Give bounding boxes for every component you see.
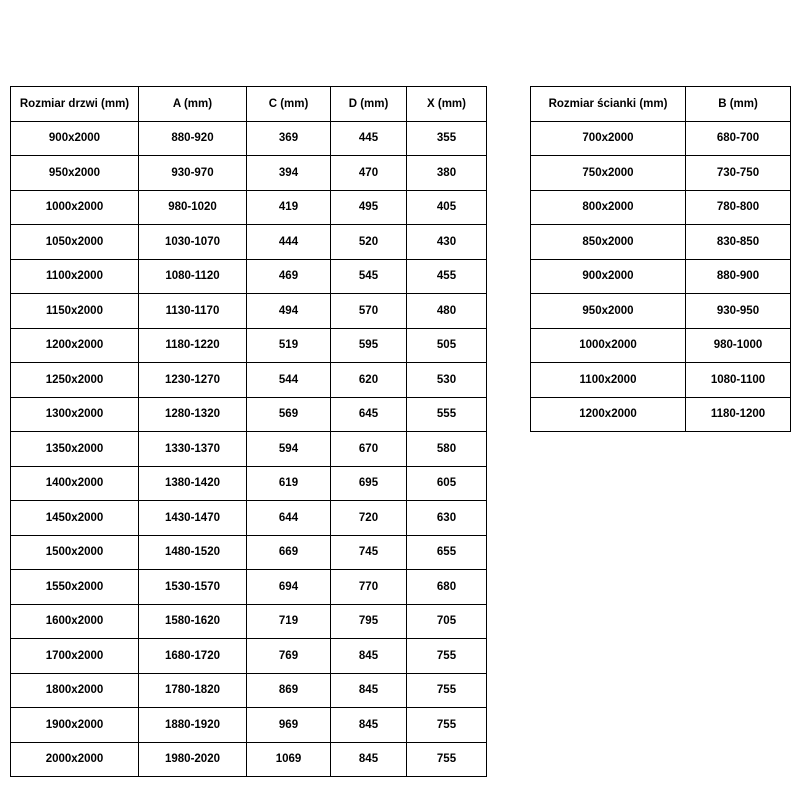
table-row <box>531 294 791 329</box>
cell-b: 1180-1200 <box>686 397 791 432</box>
cell-a: 1580-1620 <box>139 604 247 639</box>
cell-c: 544 <box>247 363 331 398</box>
door-size-table <box>10 86 487 777</box>
cell-d: 795 <box>331 604 407 639</box>
cell-wall-size: 850x2000 <box>531 225 686 260</box>
cell-x: 755 <box>407 708 487 743</box>
cell-a: 1330-1370 <box>139 432 247 467</box>
cell-d: 595 <box>331 328 407 363</box>
cell-door-size: 1700x2000 <box>11 639 139 674</box>
cell-wall-size: 1100x2000 <box>531 363 686 398</box>
cell-d: 695 <box>331 466 407 501</box>
cell-door-size: 1550x2000 <box>11 570 139 605</box>
cell-door-size: 1900x2000 <box>11 708 139 743</box>
cell-a: 1230-1270 <box>139 363 247 398</box>
cell-d: 570 <box>331 294 407 329</box>
column-header-c: C (mm) <box>247 87 331 122</box>
cell-wall-size: 800x2000 <box>531 190 686 225</box>
cell-door-size: 1100x2000 <box>11 259 139 294</box>
cell-d: 545 <box>331 259 407 294</box>
cell-c: 419 <box>247 190 331 225</box>
cell-door-size: 1600x2000 <box>11 604 139 639</box>
cell-x: 580 <box>407 432 487 467</box>
cell-d: 845 <box>331 708 407 743</box>
cell-c: 394 <box>247 156 331 191</box>
table-row <box>11 570 487 605</box>
cell-c: 594 <box>247 432 331 467</box>
cell-d: 845 <box>331 673 407 708</box>
cell-x: 480 <box>407 294 487 329</box>
cell-b: 680-700 <box>686 121 791 156</box>
cell-door-size: 1400x2000 <box>11 466 139 501</box>
cell-x: 680 <box>407 570 487 605</box>
cell-x: 755 <box>407 639 487 674</box>
cell-d: 770 <box>331 570 407 605</box>
cell-b: 930-950 <box>686 294 791 329</box>
cell-x: 430 <box>407 225 487 260</box>
table-row <box>11 708 487 743</box>
table-row <box>11 121 487 156</box>
table-row <box>11 294 487 329</box>
cell-door-size: 950x2000 <box>11 156 139 191</box>
cell-x: 455 <box>407 259 487 294</box>
cell-a: 1780-1820 <box>139 673 247 708</box>
cell-b: 880-900 <box>686 259 791 294</box>
table-row <box>531 328 791 363</box>
cell-door-size: 1000x2000 <box>11 190 139 225</box>
cell-wall-size: 1200x2000 <box>531 397 686 432</box>
cell-c: 969 <box>247 708 331 743</box>
cell-d: 495 <box>331 190 407 225</box>
cell-d: 520 <box>331 225 407 260</box>
cell-x: 530 <box>407 363 487 398</box>
table-row <box>11 259 487 294</box>
cell-b: 980-1000 <box>686 328 791 363</box>
table-row <box>531 363 791 398</box>
table-row <box>531 259 791 294</box>
cell-d: 720 <box>331 501 407 536</box>
cell-x: 755 <box>407 742 487 777</box>
cell-wall-size: 700x2000 <box>531 121 686 156</box>
cell-x: 555 <box>407 397 487 432</box>
cell-d: 620 <box>331 363 407 398</box>
cell-wall-size: 1000x2000 <box>531 328 686 363</box>
cell-b: 780-800 <box>686 190 791 225</box>
cell-d: 845 <box>331 742 407 777</box>
cell-c: 444 <box>247 225 331 260</box>
column-header-x: X (mm) <box>407 87 487 122</box>
cell-x: 380 <box>407 156 487 191</box>
table-row <box>11 604 487 639</box>
table-row <box>11 190 487 225</box>
cell-door-size: 1500x2000 <box>11 535 139 570</box>
cell-x: 405 <box>407 190 487 225</box>
cell-a: 1180-1220 <box>139 328 247 363</box>
table-row <box>11 397 487 432</box>
cell-door-size: 1300x2000 <box>11 397 139 432</box>
table-row <box>11 535 487 570</box>
cell-a: 1380-1420 <box>139 466 247 501</box>
cell-a: 1430-1470 <box>139 501 247 536</box>
table-row <box>531 121 791 156</box>
cell-d: 745 <box>331 535 407 570</box>
table-row <box>531 156 791 191</box>
cell-c: 769 <box>247 639 331 674</box>
table-row <box>11 742 487 777</box>
cell-c: 1069 <box>247 742 331 777</box>
cell-c: 644 <box>247 501 331 536</box>
cell-b: 1080-1100 <box>686 363 791 398</box>
column-header-b: B (mm) <box>686 87 791 122</box>
cell-a: 1030-1070 <box>139 225 247 260</box>
table-row <box>11 156 487 191</box>
cell-door-size: 1050x2000 <box>11 225 139 260</box>
cell-door-size: 1800x2000 <box>11 673 139 708</box>
column-header-a: A (mm) <box>139 87 247 122</box>
table-header-row <box>531 87 791 122</box>
cell-c: 469 <box>247 259 331 294</box>
cell-x: 705 <box>407 604 487 639</box>
table-row <box>11 501 487 536</box>
cell-d: 645 <box>331 397 407 432</box>
cell-x: 355 <box>407 121 487 156</box>
cell-d: 845 <box>331 639 407 674</box>
cell-door-size: 1150x2000 <box>11 294 139 329</box>
cell-c: 369 <box>247 121 331 156</box>
table-row <box>11 673 487 708</box>
table-header-row <box>11 87 487 122</box>
table-row <box>531 225 791 260</box>
wall-size-table <box>530 86 791 432</box>
cell-x: 630 <box>407 501 487 536</box>
cell-a: 1980-2020 <box>139 742 247 777</box>
door-size-table-head <box>11 87 487 122</box>
cell-a: 880-920 <box>139 121 247 156</box>
cell-c: 669 <box>247 535 331 570</box>
cell-a: 1880-1920 <box>139 708 247 743</box>
cell-x: 655 <box>407 535 487 570</box>
column-header-d: D (mm) <box>331 87 407 122</box>
cell-c: 519 <box>247 328 331 363</box>
cell-d: 670 <box>331 432 407 467</box>
cell-wall-size: 900x2000 <box>531 259 686 294</box>
cell-a: 1080-1120 <box>139 259 247 294</box>
cell-c: 719 <box>247 604 331 639</box>
cell-a: 1130-1170 <box>139 294 247 329</box>
cell-a: 980-1020 <box>139 190 247 225</box>
cell-d: 470 <box>331 156 407 191</box>
wall-size-table-head <box>531 87 791 122</box>
cell-door-size: 2000x2000 <box>11 742 139 777</box>
cell-door-size: 1450x2000 <box>11 501 139 536</box>
cell-door-size: 1200x2000 <box>11 328 139 363</box>
cell-c: 869 <box>247 673 331 708</box>
table-row <box>11 328 487 363</box>
cell-x: 605 <box>407 466 487 501</box>
cell-a: 1680-1720 <box>139 639 247 674</box>
cell-door-size: 1250x2000 <box>11 363 139 398</box>
cell-wall-size: 950x2000 <box>531 294 686 329</box>
cell-b: 730-750 <box>686 156 791 191</box>
cell-a: 1480-1520 <box>139 535 247 570</box>
wall-size-table-body <box>531 121 791 432</box>
cell-wall-size: 750x2000 <box>531 156 686 191</box>
table-row <box>11 639 487 674</box>
cell-a: 930-970 <box>139 156 247 191</box>
cell-a: 1530-1570 <box>139 570 247 605</box>
table-row <box>11 466 487 501</box>
table-row <box>11 363 487 398</box>
cell-door-size: 1350x2000 <box>11 432 139 467</box>
cell-x: 505 <box>407 328 487 363</box>
cell-x: 755 <box>407 673 487 708</box>
door-size-table-body <box>11 121 487 777</box>
table-row <box>531 397 791 432</box>
cell-c: 694 <box>247 570 331 605</box>
table-row <box>531 190 791 225</box>
table-row <box>11 225 487 260</box>
cell-d: 445 <box>331 121 407 156</box>
column-header-door-size: Rozmiar drzwi (mm) <box>11 87 139 122</box>
column-header-wall-size: Rozmiar ścianki (mm) <box>531 87 686 122</box>
cell-c: 494 <box>247 294 331 329</box>
cell-b: 830-850 <box>686 225 791 260</box>
cell-a: 1280-1320 <box>139 397 247 432</box>
table-row <box>11 432 487 467</box>
cell-c: 619 <box>247 466 331 501</box>
cell-c: 569 <box>247 397 331 432</box>
cell-door-size: 900x2000 <box>11 121 139 156</box>
